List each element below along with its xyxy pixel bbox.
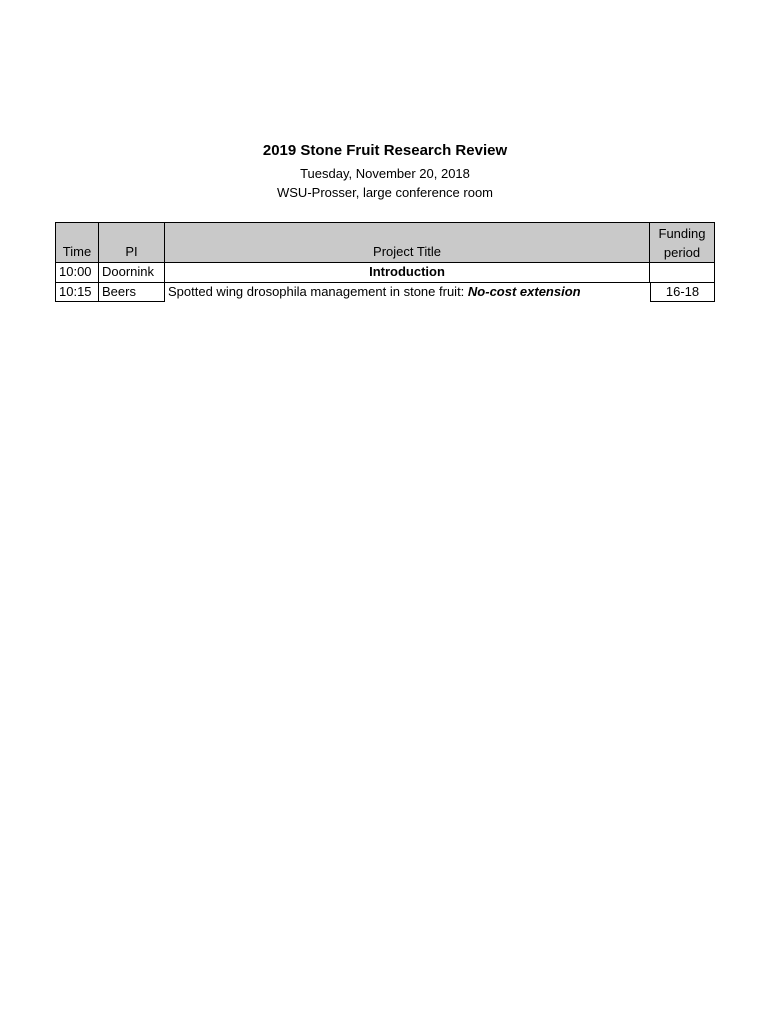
header-time [55, 222, 99, 263]
row2-project-title [165, 283, 650, 302]
header-project-title-label: Project Title [373, 244, 441, 259]
header-pi [99, 222, 165, 263]
document-title: 2019 Stone Fruit Research Review [262, 142, 508, 159]
header-time-label: Time [62, 244, 92, 259]
meeting-location: WSU-Prosser, large conference room [276, 185, 494, 200]
row2-project-title-main: Spotted wing drosophila management in stone fruit: [168, 284, 468, 299]
row2-project-title-emphasis: No-cost extension [467, 284, 581, 299]
schedule-table [55, 222, 715, 302]
row1-time: 10:00 [55, 263, 99, 283]
row1-project-title: Introduction [165, 263, 650, 283]
header-funding-period [650, 222, 715, 263]
row1-funding-period [650, 263, 715, 283]
header-funding-line1: Funding [658, 226, 706, 241]
header-funding-wrap [650, 224, 714, 262]
header-pi-label: PI [125, 244, 138, 259]
meeting-date: Tuesday, November 20, 2018 [300, 166, 470, 181]
row2-time: 10:15 [55, 283, 99, 302]
row2-pi: Beers [99, 283, 165, 302]
header-project-title [165, 222, 650, 263]
row2-funding-period: 16-18 [650, 283, 715, 302]
row1-pi: Doornink [99, 263, 165, 283]
header-funding-line2: period [663, 245, 701, 260]
